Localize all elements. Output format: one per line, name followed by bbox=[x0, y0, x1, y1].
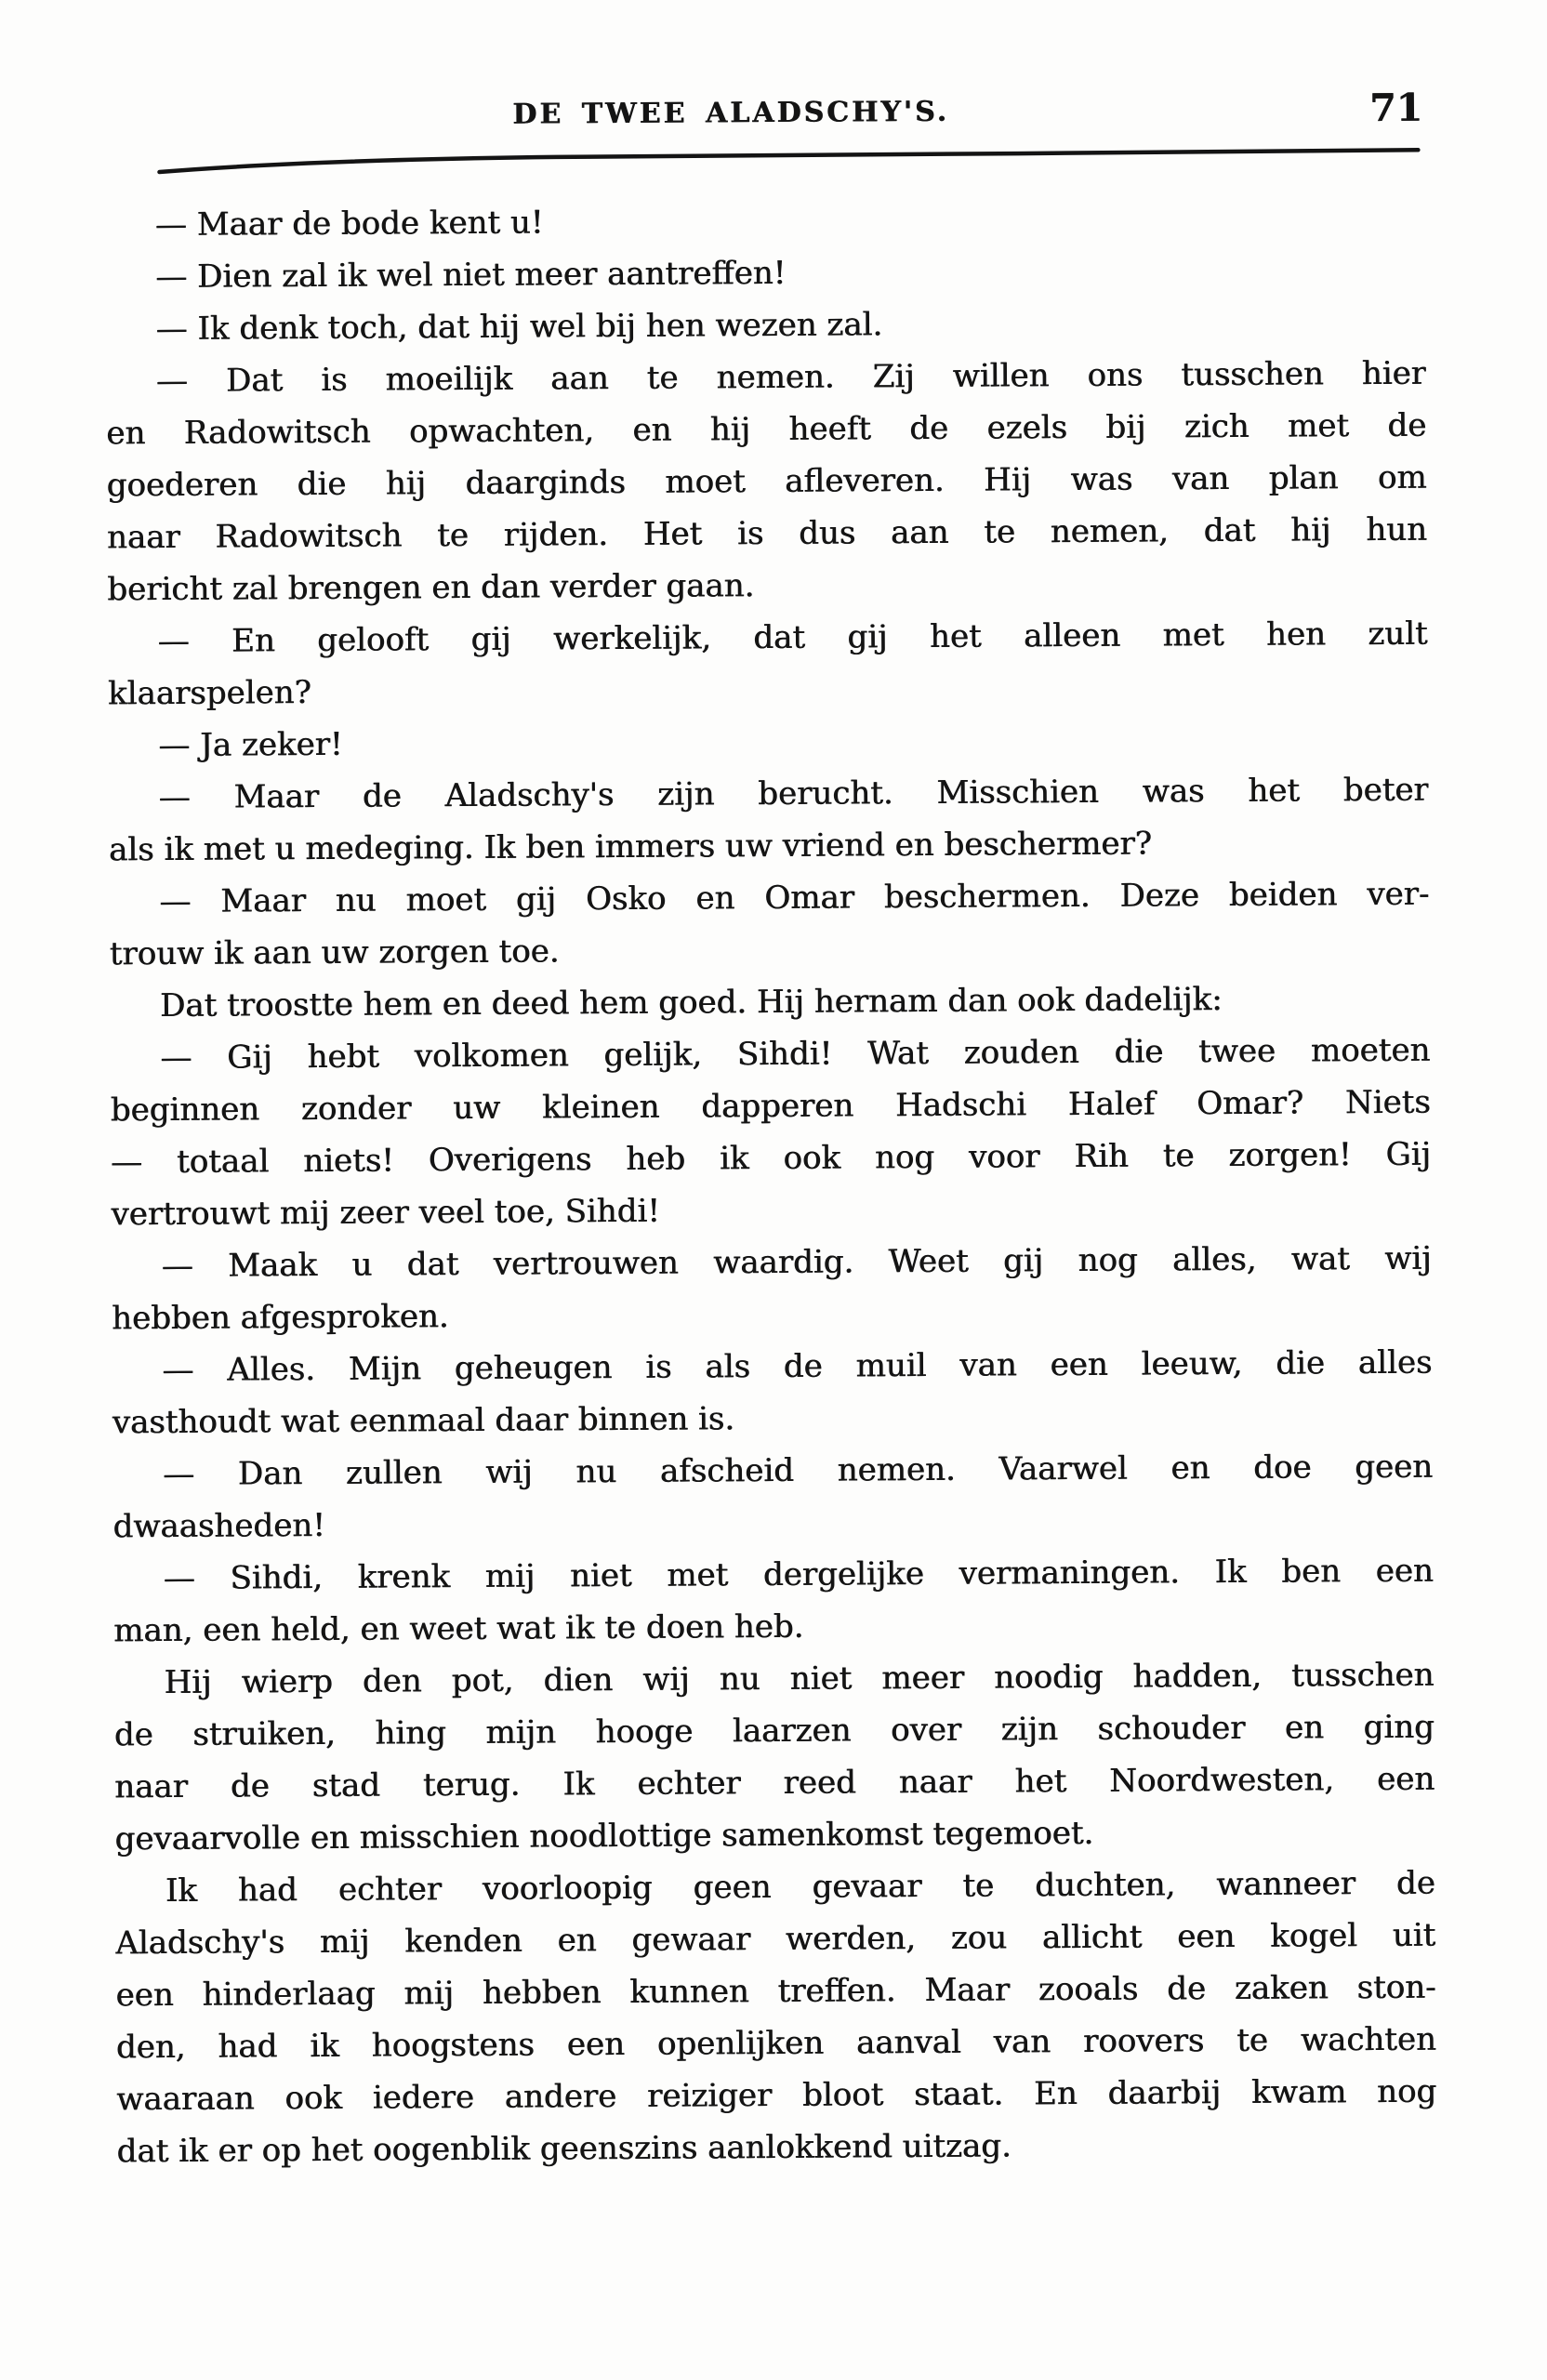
text-paragraph bbox=[108, 764, 1429, 877]
text-paragraph bbox=[113, 1545, 1435, 1658]
text-line: — Ja zeker! bbox=[158, 725, 343, 765]
text-line: — Maar nu moet gij Osko en Omar beschermen. Deze beiden ver- bbox=[159, 875, 1430, 921]
text-line: — Gij hebt volkomen gelijk, Sihdi! Wat zouden die twee moeten bbox=[160, 1031, 1431, 1078]
text-line: goederen die hij daarginds moet afleveren. Hij was van plan om bbox=[106, 458, 1427, 505]
text-paragraph bbox=[112, 1441, 1434, 1554]
text-line: bericht zal brengen en dan verder gaan. bbox=[107, 567, 755, 609]
text-paragraph bbox=[113, 1649, 1435, 1866]
text-line: vasthoudt wat eenmaal daar binnen is. bbox=[112, 1400, 735, 1442]
text-line: — Maar de Aladschy's zijn berucht. Misschien was het beter bbox=[158, 771, 1429, 817]
text-line: Aladschy's mij kenden en gewaar werden, zou allicht een kogel uit bbox=[114, 1916, 1436, 1963]
text-paragraph bbox=[110, 972, 1430, 1033]
text-line: gevaarvolle en misschien noodlottige samenkomst tegemoet. bbox=[114, 1814, 1094, 1858]
text-line: Ik had echter voorloopig geen gevaar te duchten, wanneer de bbox=[165, 1864, 1435, 1911]
text-line: naar de stad terug. Ik echter reed naar het Noordwesten, een bbox=[113, 1760, 1435, 1806]
text-line: den, had ik hoogstens een openlijken aanval van roovers te wachten bbox=[115, 2020, 1436, 2067]
text-line: een hinderlaag mij hebben kunnen treffen. Maar zooals de zaken ston- bbox=[115, 1968, 1436, 2015]
text-line: — Dan zullen wij nu afscheid nemen. Vaarwel en doe geen bbox=[162, 1448, 1434, 1494]
text-line: klaarspelen? bbox=[107, 674, 311, 713]
text-paragraph bbox=[112, 1233, 1433, 1345]
text-line: vertrouwt mij zeer veel toe, Sihdi! bbox=[111, 1192, 660, 1234]
text-paragraph bbox=[115, 1858, 1437, 2178]
text-paragraph bbox=[105, 296, 1425, 356]
text-line: Dat troostte hem en deed hem goed. Hij hernam dan ook dadelijk: bbox=[159, 981, 1223, 1025]
text-paragraph bbox=[105, 244, 1425, 304]
text-paragraph bbox=[109, 868, 1430, 981]
text-line: en Radowitsch opwachten, en hij heeft de ezels bij zich met de bbox=[106, 406, 1427, 453]
text-line: Hij wierp den pot, dien wij nu niet meer noodig hadden, tusschen bbox=[164, 1656, 1435, 1702]
text-line: dwaasheden! bbox=[112, 1506, 325, 1546]
text-line: — Sihdi, krenk mij niet met dergelijke vermaningen. Ik ben een bbox=[163, 1552, 1434, 1598]
text-paragraph bbox=[106, 348, 1428, 616]
text-paragraph bbox=[107, 608, 1428, 721]
text-line: — Dien zal ik wel niet meer aantreffen! bbox=[155, 254, 787, 297]
text-line: dat ik er op het oogenblik geenszins aanlokkend uitzag. bbox=[116, 2127, 1012, 2171]
text-paragraph bbox=[105, 192, 1425, 252]
text-line: beginnen zonder uw kleinen dapperen Hadschi Halef Omar? Niets bbox=[110, 1083, 1431, 1130]
text-line: waaraan ook iedere andere reiziger bloot staat. En daarbij kwam nog bbox=[116, 2072, 1437, 2119]
text-line: hebben afgesproken. bbox=[111, 1298, 449, 1338]
text-line: — En gelooft gij werkelijk, dat gij het alleen met hen zult bbox=[157, 615, 1428, 661]
text-paragraph bbox=[108, 712, 1428, 773]
text-line: — totaal niets! Overigens heb ik ook nog voor Rih te zorgen! Gij bbox=[110, 1135, 1432, 1182]
page-number: 71 bbox=[1368, 85, 1423, 131]
text-paragraph bbox=[112, 1337, 1433, 1449]
page-title: DE TWEE ALADSCHY'S. bbox=[512, 95, 950, 131]
text-line: de struiken, hing mijn hooge laarzen over zijn schouder en ging bbox=[113, 1708, 1435, 1754]
text-line: — Alles. Mijn geheugen is als de muil van een leeuw, die alles bbox=[162, 1343, 1433, 1390]
page-body bbox=[105, 192, 1437, 2178]
scan-content bbox=[0, 85, 1547, 2178]
header-rule bbox=[156, 145, 1421, 177]
text-line: trouw ik aan uw zorgen toe. bbox=[109, 932, 560, 973]
text-paragraph bbox=[110, 1025, 1431, 1241]
text-line: — Ik denk toch, dat hij wel bij hen wezen zal. bbox=[155, 306, 883, 349]
text-line: — Dat is moeilijk aan te nemen. Zij willen ons tusschen hier bbox=[155, 354, 1426, 401]
text-line: — Maar de bode kent u! bbox=[154, 204, 544, 245]
text-line: als ik met u medeging. Ik ben immers uw vriend en beschermer? bbox=[108, 825, 1152, 869]
text-line: man, een held, en weet wat ik te doen heb. bbox=[112, 1607, 804, 1650]
page-header bbox=[104, 85, 1423, 137]
text-line: naar Radowitsch te rijden. Het is dus aan te nemen, dat hij hun bbox=[106, 510, 1427, 557]
text-line: — Maak u dat vertrouwen waardig. Weet gij nog alles, wat wij bbox=[161, 1239, 1432, 1286]
